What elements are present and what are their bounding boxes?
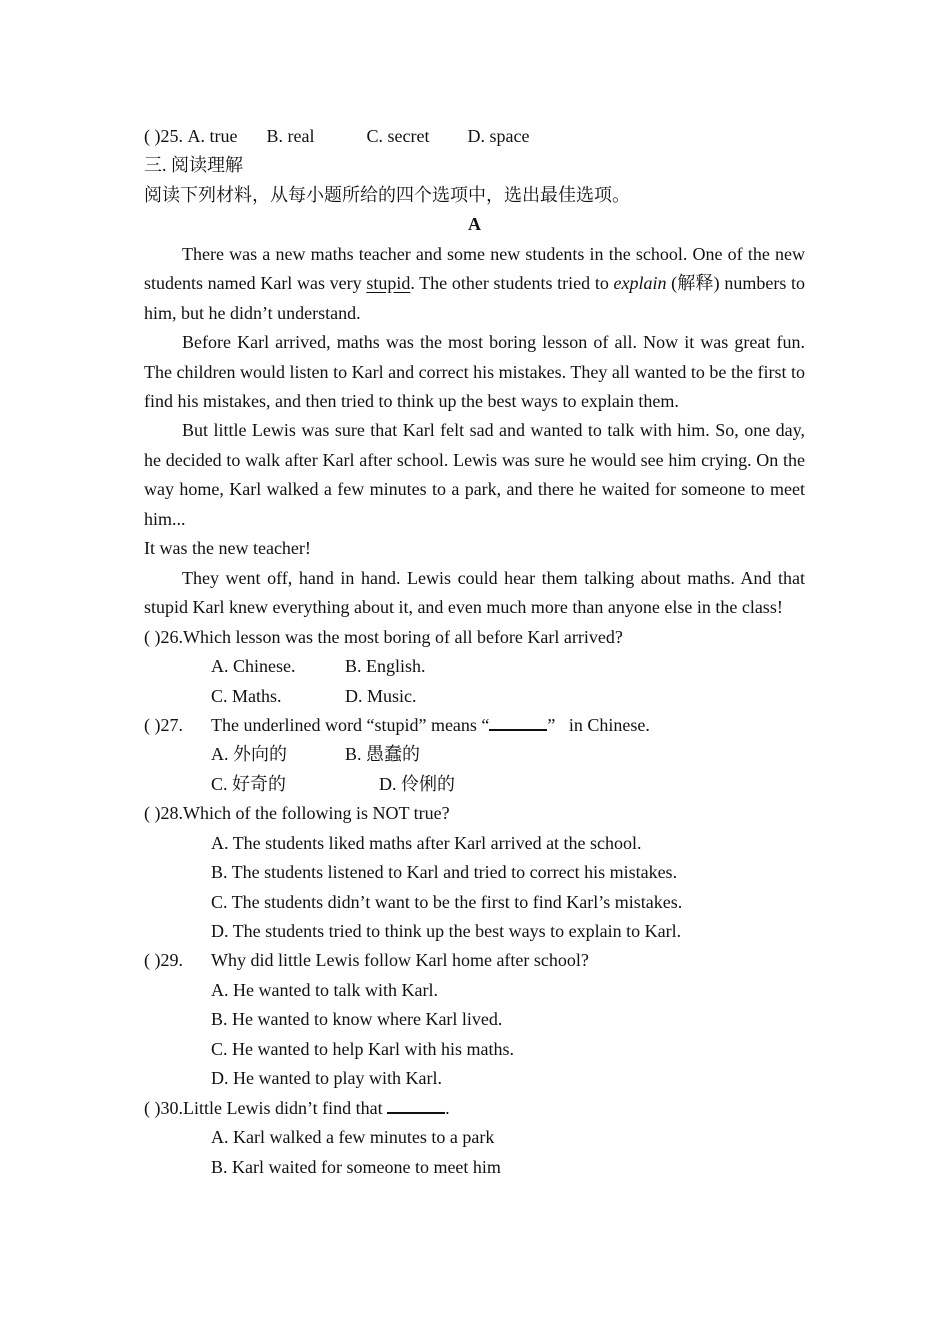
- options-row: [144, 682, 805, 711]
- passage-paragraph-3: But little Lewis was sure that Karl felt sad and wanted to talk with him. So, one day, he decided to walk after Karl after school. Lewis was sure he would see him crying. On the way home, Karl walked a few minutes to a park, and there he waited for someone to meet him...: [144, 420, 805, 529]
- passage-paragraph-1: [144, 240, 805, 328]
- question-text: Which lesson was the most boring of all before Karl arrived?: [183, 626, 623, 647]
- option-d: D. The students tried to think up the best ways to explain to Karl.: [211, 921, 682, 941]
- option-d: D. Music.: [345, 685, 417, 706]
- question-25: [144, 122, 805, 151]
- option-a: A. The students liked maths after Karl arrived at the school.: [211, 832, 642, 853]
- option-d: D. He wanted to play with Karl.: [211, 1068, 442, 1089]
- question-26: [144, 623, 805, 652]
- question-number: ( )27.: [144, 714, 183, 735]
- question-text: The underlined word “stupid” means “: [211, 714, 490, 735]
- instructions: 阅读下列材料，从每小题所给的四个选项中，选出最佳选项。: [144, 184, 630, 205]
- question-number: ( )26.: [144, 626, 183, 647]
- option-a: A. true: [187, 126, 238, 146]
- passage-paragraph-5: They went off, hand in hand. Lewis could hear them talking about maths. And that stupid Karl knew everything about it, and even much more than anyone else in the class!: [144, 567, 805, 618]
- answer-blank: [387, 1094, 445, 1114]
- underlined-word: stupid: [366, 273, 411, 294]
- question-number: ( )29.: [144, 950, 183, 971]
- answer-blank: [489, 711, 547, 731]
- question-number: ( )30.: [144, 1097, 183, 1118]
- options-row: [144, 770, 805, 799]
- text: (解释) numbers to him, but he didn’t understand.: [144, 273, 805, 323]
- option-c: C. He wanted to help Karl with his maths.: [211, 1038, 514, 1059]
- option-b: B. real: [266, 126, 315, 146]
- option-a: A. 外向的: [211, 744, 287, 765]
- option-c: C. 好奇的: [211, 773, 287, 794]
- option-c: C. secret: [366, 126, 430, 146]
- option-b: B. 愚蠢的: [345, 744, 421, 765]
- question-text: Why did little Lewis follow Karl home after school?: [211, 950, 589, 971]
- question-28: [144, 799, 805, 828]
- question-text: .: [445, 1097, 450, 1118]
- text: . The other students tried to: [410, 273, 614, 294]
- option-b: B. He wanted to know where Karl lived.: [211, 1009, 503, 1030]
- question-27: [144, 711, 805, 740]
- option-d: D. space: [467, 126, 530, 146]
- question-text: ” in Chinese.: [547, 714, 650, 735]
- option-b: B. Karl waited for someone to meet him: [211, 1156, 501, 1177]
- options-row: [144, 740, 805, 769]
- italic-word: explain: [613, 273, 667, 294]
- question-30: [144, 1094, 805, 1123]
- option-a: A. He wanted to talk with Karl.: [211, 979, 438, 1000]
- option-b: B. The students listened to Karl and tried to correct his mistakes.: [211, 862, 678, 883]
- option-c: C. Maths.: [211, 685, 282, 706]
- option-a: A. Karl walked a few minutes to a park: [211, 1127, 495, 1148]
- passage-title: A: [468, 214, 481, 235]
- question-text: Little Lewis didn’t find that: [183, 1097, 388, 1118]
- question-text: Which of the following is NOT true?: [183, 803, 450, 824]
- passage-paragraph-4: It was the new teacher!: [144, 538, 311, 559]
- option-d: D. 伶俐的: [379, 773, 455, 794]
- option-a: A. Chinese.: [211, 656, 296, 677]
- option-c: C. The students didn’t want to be the first to find Karl’s mistakes.: [211, 891, 683, 912]
- passage-paragraph-2: Before Karl arrived, maths was the most boring lesson of all. Now it was great fun. The children would listen to Karl and correct his mistakes. They all wanted to be the first to find his mistakes, and then tried to think up the best ways to explain them.: [144, 332, 805, 412]
- document-page: [144, 122, 805, 1182]
- option-b: B. English.: [345, 656, 426, 677]
- section-heading: 三. 阅读理解: [144, 155, 243, 176]
- question-29: [144, 946, 805, 975]
- question-number: ( )28.: [144, 803, 183, 824]
- text: There was a new maths teacher and some new students in the school. One of the new students named Karl was very: [144, 243, 805, 294]
- question-number: ( )25.: [144, 126, 183, 146]
- options-row: [144, 652, 805, 681]
